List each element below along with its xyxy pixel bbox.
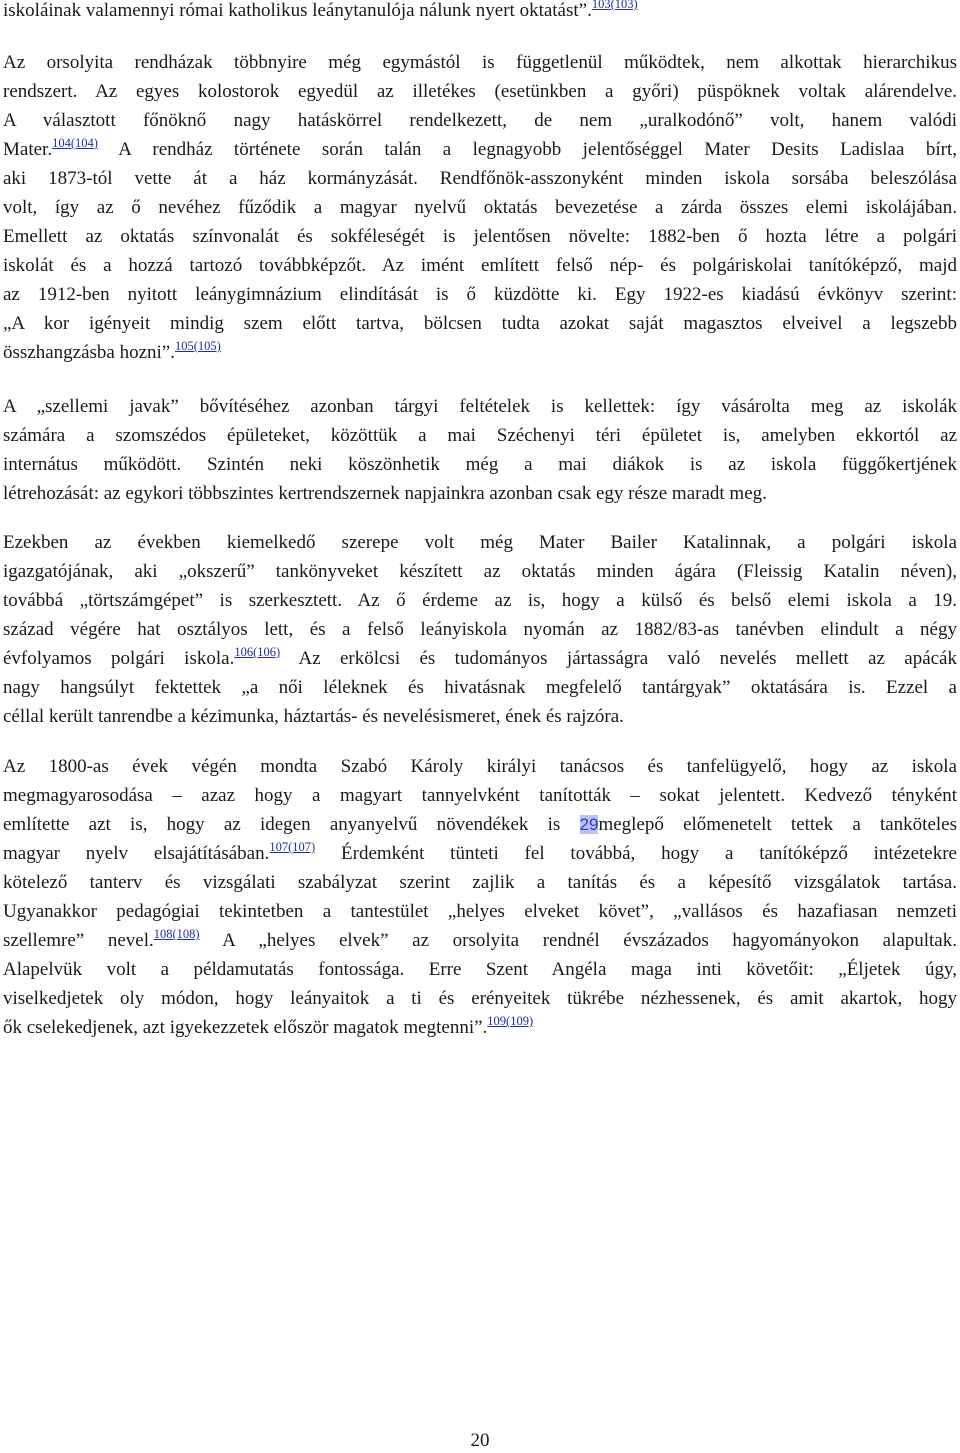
text-run: A „helyes elvek” az orsolyita rendnél évszázados hagyományokon alapultak. [199, 930, 957, 951]
text-line [3, 673, 957, 702]
text-line [3, 392, 957, 421]
text-run: Az orsolyita rendházak többnyire még egymástól is függetlenül működtek, nem alkottak hierarchikus [3, 52, 957, 73]
text-run: igazgatójának, aki „okszerű” tankönyveket készített az oktatás minden ágára (Fleissig Katalin néven), [3, 561, 957, 582]
text-run: A „szellemi javak” bővítéséhez azonban tárgyi feltételek is kellettek: így vásárolta meg az iskolák [3, 396, 957, 417]
text-run: céllal került tanrendbe a kézimunka, háztartás- és nevelésismeret, ének és rajzóra. [3, 706, 624, 727]
text-line [3, 868, 957, 897]
text-line [3, 897, 957, 926]
text-line [3, 309, 957, 338]
footnote-link[interactable]: 106(106) [234, 645, 281, 659]
text-run: magyar nyelv elsajátításában. [3, 843, 270, 864]
text-run: említette azt is, hogy az idegen anyanyelvű növendékek is [3, 814, 580, 835]
text-line [3, 810, 957, 839]
text-line [3, 251, 957, 280]
text-line [3, 77, 957, 106]
text-run: rendszert. Az egyes kolostorok egyedül az illetékes (esetünkben a győri) püspöknek voltak alárendelve. [3, 81, 957, 102]
paragraph [3, 752, 957, 1042]
text-run: Mater. [3, 139, 53, 160]
text-run: Emellett az oktatás színvonalát és sokféleségét is jelentősen növelte: 1882-ben ő hozta létre a polgári [3, 226, 957, 247]
text-line [3, 135, 957, 164]
text-line [3, 528, 957, 557]
text-line [3, 752, 957, 781]
text-run: létrehozását: az egykori többszintes kertrendszernek napjainkra azonban csak egy része maradt meg. [3, 483, 767, 504]
footnote-link[interactable]: 103(103) [591, 0, 638, 11]
text-run: Alapelvük volt a példamutatás fontossága. Erre Szent Angéla maga inti követőit: „Éljetek úgy, [3, 959, 957, 980]
text-run: összhangzásba hozni”. [3, 342, 175, 363]
text-run: Érdemként tünteti fel továbbá, hogy a tanítóképző intézetekre [315, 843, 957, 864]
text-run: az 1912-ben nyitott leánygimnázium elindítását is ő küzdötte ki. Egy 1922-es kiadású évkönyv szerint: [3, 284, 957, 305]
text-line [3, 926, 957, 955]
text-run: számára a szomszédos épületeket, közöttük a mai Széchenyi téri épületet is, amelyben ekkortól az [3, 425, 957, 446]
footnote-link[interactable]: 109(109) [487, 1014, 534, 1028]
text-line [3, 421, 957, 450]
text-run: Az erkölcsi és tudományos jártasságra való nevelés mellett az apácák [280, 648, 957, 669]
text-run: aki 1873-tól vette át a ház kormányzását. Rendfőnök-asszonyként minden iskola sorsába beleszólása [3, 168, 957, 189]
text-run: megmagyarosodása – azaz hogy a magyart tannyelvként tanították – sokat jelentett. Kedvező tényként [3, 785, 957, 806]
highlighted-page-marker: 29 [579, 815, 599, 834]
paragraph [3, 0, 957, 25]
text-line [3, 644, 957, 673]
text-line [3, 280, 957, 309]
text-run: kötelező tanterv és vizsgálati szabályzat szerint zajlik a tanítás és a képesítő vizsgálatok tartása. [3, 872, 957, 893]
footnote-link[interactable]: 108(108) [153, 927, 200, 941]
text-run: meglepő előmenetelt tettek a tanköteles [598, 814, 957, 835]
text-line [3, 338, 957, 367]
text-run: internátus működött. Szintén neki köszönhetik még a mai diákok is az iskola függőkertjének [3, 454, 957, 475]
text-run: továbbá „törtszámgépet” is szerkesztett. Az ő érdeme az is, hogy a külső és belső elemi iskola a 19. [3, 590, 957, 611]
text-line [3, 586, 957, 615]
text-line [3, 1013, 957, 1042]
text-line [3, 479, 957, 508]
paragraph [3, 48, 957, 367]
text-run: Ezekben az években kiemelkedő szerepe volt még Mater Bailer Katalinnak, a polgári iskola [3, 532, 957, 553]
text-run: szellemre” nevel. [3, 930, 154, 951]
footnote-link[interactable]: 104(104) [52, 136, 98, 150]
text-line [3, 450, 957, 479]
text-run: nagy hangsúlyt fektettek „a női léleknek és hivatásnak megfelelő tantárgyak” oktatására is. Ezzel a [3, 677, 957, 698]
text-line [3, 984, 957, 1013]
text-line [3, 222, 957, 251]
footnote-link[interactable]: 107(107) [269, 840, 316, 854]
footnote-link[interactable]: 105(105) [175, 339, 221, 353]
text-run: ők cselekedjenek, azt igyekezzetek először magatok megtenni”. [3, 1017, 488, 1038]
text-line [3, 48, 957, 77]
text-run: Ugyanakkor pedagógiai tekintetben a tantestület „helyes elveket követ”, „vallásos és hazafiasan nemzeti [3, 901, 957, 922]
paragraph [3, 528, 957, 731]
text-line [3, 106, 957, 135]
text-run: „A kor igényeit mindig szem előtt tartva, bölcsen tudta azokat saját magasztos elveivel a legszebb [3, 313, 957, 334]
page-number: 20 [470, 1430, 490, 1451]
paragraph [3, 392, 957, 508]
text-run: század végére hat osztályos lett, és a felső leányiskola nyomán az 1882/83-as tanévben elindult a négy [3, 619, 957, 640]
text-line [3, 557, 957, 586]
text-line [3, 955, 957, 984]
text-line [3, 615, 957, 644]
text-run: viselkedjetek oly módon, hogy leányaitok a ti és erényeitek tükrébe nézhessenek, és amit akartok, hogy [3, 988, 957, 1009]
text-line [3, 702, 957, 731]
text-run: évfolyamos polgári iskola. [3, 648, 235, 669]
text-run: volt, így az ő nevéhez fűződik a magyar nyelvű oktatás bevezetése a zárda összes elemi iskolájában. [3, 197, 957, 218]
text-run: A rendház története során talán a legnagyobb jelentőséggel Mater Desits Ladislaa bírt, [97, 139, 957, 160]
text-line [3, 193, 957, 222]
text-line [3, 839, 957, 868]
text-run: iskolát és a hozzá tartozó továbbképzőt. Az imént említett felső nép- és polgáriskolai tanítóképző, majd [3, 255, 957, 276]
text-line [3, 781, 957, 810]
text-run: Az 1800-as évek végén mondta Szabó Károly királyi tanácsos és tanfelügyelő, hogy az iskola [3, 756, 957, 777]
text-run: iskoláinak valamennyi római katholikus leánytanulója nálunk nyert oktatást”. [3, 0, 592, 21]
text-line [3, 0, 957, 25]
text-run: A választott főnöknő nagy hatáskörrel rendelkezett, de nem „uralkodónő” volt, hanem valódi [3, 110, 957, 131]
text-line [3, 164, 957, 193]
